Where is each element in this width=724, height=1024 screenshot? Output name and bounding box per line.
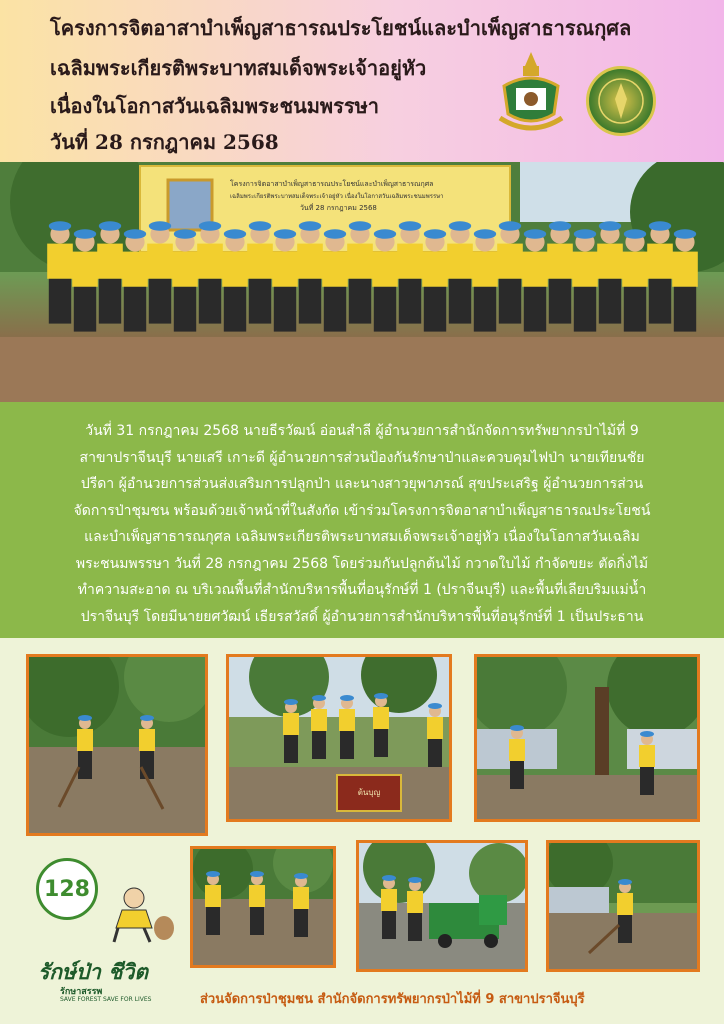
person-figure — [311, 695, 327, 759]
group-person-figure — [297, 221, 323, 323]
group-photo — [0, 162, 724, 402]
group-person-figure — [72, 229, 98, 331]
group-person-figure — [422, 229, 448, 331]
rakpa-brand: รักษ์ป่า ชีวิต — [38, 960, 148, 984]
activity-photo-truck — [356, 840, 528, 972]
person-figure — [373, 693, 389, 757]
group-person-figure — [597, 221, 623, 323]
person-figure — [407, 877, 423, 941]
group-person-figure — [622, 229, 648, 331]
group-person-figure — [472, 229, 498, 331]
person-figure — [509, 725, 525, 789]
volunteer-cartoon-icon — [104, 884, 178, 944]
group-person-figure — [672, 229, 698, 331]
body-line-3: ปรีดา ผู้อำนวยการส่วนส่งเสริมการปลูกป่า และนางสาวยุพาภรณ์ สุขประเสริฐ ผู้อำนวยการส่วน — [80, 476, 644, 492]
title-line-2: เฉลิมพระเกียรติพระบาทสมเด็จพระเจ้าอยู่หัว — [50, 56, 427, 80]
person-figure — [293, 873, 309, 937]
activity-photo-cutting — [474, 654, 700, 822]
person-figure — [205, 871, 221, 935]
body-line-1: วันที่ 31 กรกฎาคม 2568 นายธีรวัฒน์ อ่อนสำลี ผู้อำนวยการสำนักจัดการทรัพยากรป่าไม้ที่ 9 — [85, 423, 639, 439]
activity-photo-sweeping — [26, 654, 208, 836]
group-person-figure — [247, 221, 273, 323]
body-line-7: ทำความสะอาด ณ บริเวณพื้นที่สำนักบริหารพื้นที่อนุรักษ์ที่ 1 (ปราจีนบุรี) และพื้นที่เลียบริมแม่น้ำ — [77, 582, 647, 598]
body-line-8: ปราจีนบุรี โดยมีนายยศวัฒน์ เธียรสวัสดิ์ ผู้อำนวยการสำนักบริหารพื้นที่อนุรักษ์ที่ 1 เป็นประธาน — [80, 608, 644, 625]
group-person-figure — [47, 221, 73, 323]
rakpa-brand-sub: รักษาสรรพ — [60, 987, 103, 997]
person-figure — [617, 879, 633, 943]
person-figure — [283, 699, 299, 763]
person-figure — [381, 875, 397, 939]
banner-line-3: วันที่ 28 กรกฎาคม 2568 — [300, 204, 377, 212]
group-person-figure — [372, 229, 398, 331]
description-panel — [0, 402, 724, 638]
person-figure — [249, 871, 265, 935]
title-line-4: วันที่ 28 กรกฎาคม 2568 — [50, 130, 279, 154]
department-seal-icon — [586, 66, 656, 136]
group-person-figure — [272, 229, 298, 331]
body-line-4: จัดการป่าชุมชน พร้อมด้วยเจ้าหน้าที่ในสังกัด เข้าร่วมโครงการจิตอาสาบำเพ็ญสาธารณประโยชน์ — [73, 502, 651, 519]
plant-sign-text: ต้นบุญ — [357, 788, 381, 797]
banner-line-1: โครงการจิตอาสาบำเพ็ญสาธารณประโยชน์และบำเพ็ญสาธารณกุศล — [230, 180, 434, 188]
person-figure — [639, 731, 655, 795]
group-person-figure — [447, 221, 473, 323]
group-person-figure — [547, 221, 573, 323]
anniversary-128-logo — [36, 858, 98, 920]
activity-photo-sweeping-2 — [546, 840, 700, 972]
person-figure — [427, 703, 443, 767]
title-line-3: เนื่องในโอกาสวันเฉลิมพระชนมพรรษา — [50, 94, 380, 118]
group-person-figure — [172, 229, 198, 331]
group-person-figure — [122, 229, 148, 331]
rakpa-tagline: SAVE FOREST SAVE FOR LIVES — [60, 996, 152, 1003]
body-line-6: พระชนมพรรษา วันที่ 28 กรกฎาคม 2568 โดยร่วมกันปลูกต้นไม้ กวาดใบไม้ กำจัดขยะ ตัดกิ่งไม้ — [75, 555, 649, 572]
title-line-1: โครงการจิตอาสาบำเพ็ญสาธารณประโยชน์และบำเพ็ญสาธารณกุศล — [50, 16, 632, 40]
body-line-5: และบำเพ็ญสาธารณกุศล เฉลิมพระเกียรติพระบาทสมเด็จพระเจ้าอยู่หัว เนื่องในโอกาสวันเฉลิม — [84, 529, 640, 545]
group-person-figure — [397, 221, 423, 323]
activity-photo-raking — [190, 846, 336, 968]
header-banner — [0, 0, 724, 162]
banner-line-2: เฉลิมพระเกียรติพระบาทสมเด็จพระเจ้าอยู่หัว เนื่องในโอกาสวันเฉลิมพระชนมพรรษา — [230, 193, 444, 200]
group-person-figure — [147, 221, 173, 323]
footer-credit: ส่วนจัดการป่าชุมชน สำนักจัดการทรัพยากรป่าไม้ที่ 9 สาขาปราจีนบุรี — [200, 992, 585, 1007]
royal-emblem-icon — [496, 52, 566, 136]
logo-number: 128 — [44, 876, 90, 902]
group-person-figure — [647, 221, 673, 323]
body-line-2: สาขาปราจีนบุรี นายเสรี เกาะดี ผู้อำนวยการส่วนป้องกันรักษาป่าและควบคุมไฟป่า นายเทียนชัย — [79, 449, 645, 466]
group-person-figure — [322, 229, 348, 331]
person-figure — [339, 695, 355, 759]
group-person-figure — [522, 229, 548, 331]
group-person-figure — [497, 221, 523, 323]
group-person-figure — [197, 221, 223, 323]
group-person-figure — [97, 221, 123, 323]
group-person-figure — [347, 221, 373, 323]
group-person-figure — [572, 229, 598, 331]
group-person-figure — [222, 229, 248, 331]
activity-photo-planting — [226, 654, 452, 822]
